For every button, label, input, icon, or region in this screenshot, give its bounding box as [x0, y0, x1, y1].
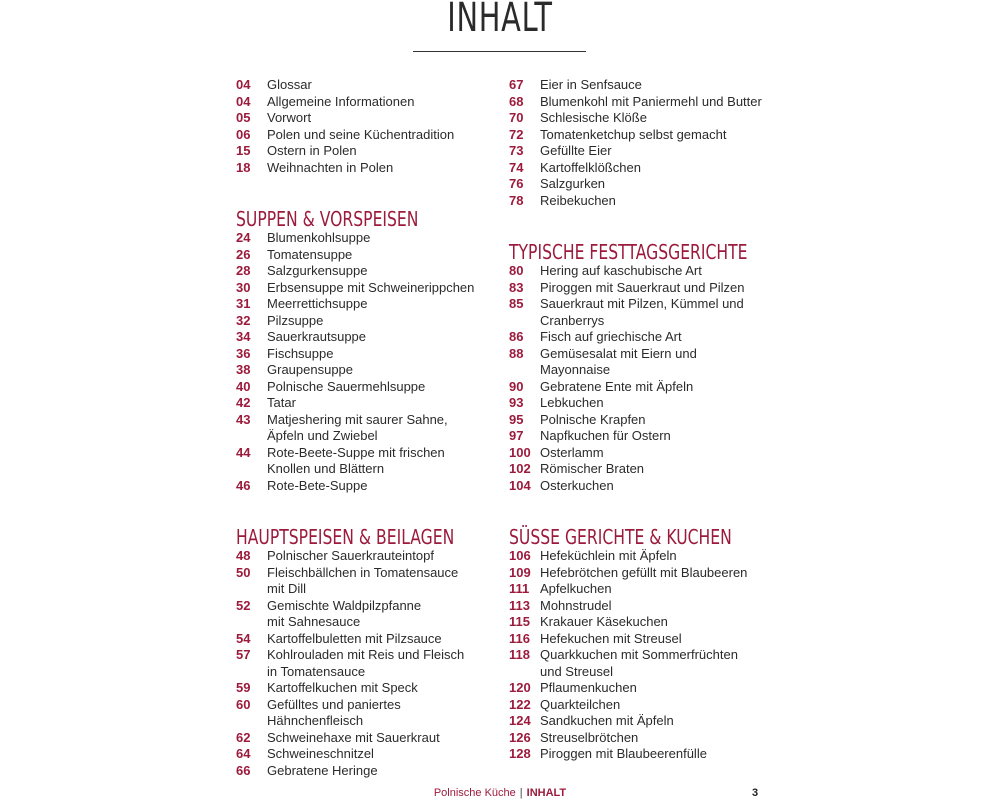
toc-page-number: 104 [509, 477, 531, 493]
toc-entry-line: Fleischbällchen in Tomatensauce [267, 564, 459, 580]
toc-entry[interactable] [236, 763, 486, 780]
toc-entry-title [540, 614, 779, 631]
toc-entry-line: Osterkuchen [540, 477, 614, 493]
toc-entry-line: Schweineschnitzel [267, 746, 374, 761]
toc-entry-line: Mohnstrudel [540, 597, 612, 613]
toc-entry-line: Apfelkuchen [540, 581, 612, 596]
toc-entry[interactable] [509, 647, 779, 680]
toc-entry-title [267, 280, 486, 297]
toc-entry-line: Gefüllte Eier [540, 143, 612, 158]
toc-entry[interactable] [509, 110, 779, 127]
toc-page-number: 31 [236, 296, 251, 311]
toc-page-number: 24 [236, 230, 251, 245]
toc-entry[interactable] [509, 428, 779, 445]
toc-entry[interactable] [509, 680, 779, 697]
toc-entry-line-continued: mit Sahnesauce [267, 614, 361, 629]
toc-entry-title [267, 746, 486, 763]
title-underline [413, 51, 586, 52]
toc-entry[interactable] [236, 395, 486, 412]
toc-entry[interactable] [509, 598, 779, 615]
toc-page-number: 34 [236, 329, 251, 344]
toc-entry-line-continued: in Tomatensauce [267, 663, 366, 679]
toc-entry[interactable] [509, 379, 779, 396]
toc-entry[interactable] [236, 680, 486, 697]
toc-entry[interactable] [236, 647, 486, 680]
toc-page-number: 15 [236, 143, 251, 158]
toc-page-number: 68 [509, 93, 524, 109]
toc-entry-title [540, 110, 779, 127]
toc-entry-title [540, 445, 779, 462]
toc-entry-title [267, 329, 486, 346]
toc-entry-line: Gemischte Waldpilzpfanne [267, 597, 422, 613]
toc-entry-title [540, 730, 779, 747]
toc-entry[interactable] [509, 263, 779, 280]
toc-entry-line-continued: Hähnchenfleisch [267, 713, 364, 728]
toc-entry-title [540, 680, 779, 697]
toc-entry-title [267, 346, 486, 363]
toc-entry-line: Gefülltes und paniertes [267, 696, 401, 712]
toc-entry[interactable] [509, 565, 779, 582]
toc-entry-title [540, 263, 779, 280]
toc-entry[interactable] [236, 548, 486, 565]
toc-entry-line: Blumenkohl mit Paniermehl und Butter [540, 93, 762, 109]
toc-page-number: 66 [236, 762, 251, 778]
toc-entry-line: Piroggen mit Sauerkraut und Pilzen [540, 279, 745, 295]
toc-entry-title [540, 548, 779, 565]
toc-entry[interactable] [509, 94, 779, 111]
toc-entry[interactable] [236, 143, 486, 160]
toc-entry-title [540, 127, 779, 144]
toc-entry[interactable] [509, 478, 779, 495]
toc-page-number: 109 [509, 564, 531, 580]
toc-entry-title [267, 631, 486, 648]
toc-section [236, 524, 486, 779]
toc-entry-title [267, 647, 486, 680]
toc-page-number: 04 [236, 93, 251, 109]
toc-entry[interactable] [236, 478, 486, 495]
toc-entry[interactable] [509, 176, 779, 193]
toc-entry-line: Hering auf kaschubische Art [540, 263, 702, 278]
section-heading: SUPPEN & VORSPEISEN [236, 207, 419, 231]
toc-page-number: 95 [509, 411, 524, 427]
toc-entry[interactable] [236, 127, 486, 144]
toc-page-number: 72 [509, 126, 524, 142]
toc-entry[interactable] [509, 631, 779, 648]
section-spacer [509, 209, 779, 239]
toc-entry-title [540, 77, 779, 94]
toc-entry[interactable] [509, 412, 779, 429]
toc-page-number: 48 [236, 548, 251, 563]
footer-book-title: Polnische Küche [433, 787, 516, 799]
toc-page-number: 83 [509, 279, 524, 295]
toc-page-number: 93 [509, 395, 524, 410]
toc-entry[interactable] [236, 565, 486, 598]
toc-entry-title [267, 548, 486, 565]
toc-entry-title [267, 697, 486, 730]
footer-separator: | [519, 787, 523, 799]
toc-entry-line: Graupensuppe [267, 362, 354, 377]
toc-entry-line: Sandkuchen mit Äpfeln [540, 713, 674, 728]
toc-entry-line: Glossar [267, 77, 312, 92]
toc-entry-title [540, 346, 779, 379]
toc-entry-line: Kohlrouladen mit Reis und Fleisch [267, 647, 465, 662]
toc-entry[interactable] [236, 263, 486, 280]
toc-entry-line: Ostern in Polen [267, 143, 357, 158]
toc-entry[interactable] [509, 697, 779, 714]
toc-entry-title [267, 110, 486, 127]
toc-page-number: 73 [509, 143, 524, 158]
toc-page-number: 116 [509, 630, 530, 646]
toc-entry-line: Fischsuppe [267, 345, 334, 361]
toc-entry[interactable] [236, 77, 486, 94]
toc-entry-line: Piroggen mit Blaubeerenfülle [540, 746, 707, 761]
toc-page-number: 64 [236, 746, 251, 761]
toc-entry-line: Pilzsuppe [267, 312, 324, 328]
page-footer [0, 786, 1000, 800]
section-spacer [236, 494, 486, 524]
toc-entry-title [540, 746, 779, 763]
toc-page-number: 126 [509, 729, 531, 745]
page-title: INHALT [447, 0, 553, 41]
toc-page-number: 06 [236, 126, 251, 142]
toc-entry-title [267, 565, 486, 598]
toc-page-number: 05 [236, 110, 251, 125]
section-heading: TYPISCHE FESTTAGSGERICHTE [509, 240, 748, 264]
toc-entry-line: Rote-Bete-Suppe [267, 477, 368, 493]
toc-entry-title [540, 697, 779, 714]
toc-page-number: 102 [509, 461, 531, 476]
toc-entry-line: Osterlamm [540, 444, 604, 460]
toc-entry-title [267, 412, 486, 445]
toc-page-number: 100 [509, 444, 531, 460]
toc-entry-line: Tomatensuppe [267, 246, 353, 262]
toc-entry-title [267, 680, 486, 697]
toc-entry-line: Kartoffelbuletten mit Pilzsauce [267, 630, 442, 646]
toc-entry-line: Salzgurkensuppe [267, 263, 368, 278]
toc-page-number: 106 [509, 548, 531, 563]
section-spacer [236, 176, 486, 206]
toc-entry-line-continued: Äpfeln und Zwiebel [267, 428, 378, 443]
toc-entry[interactable] [509, 395, 779, 412]
toc-entry-line: Tomatenketchup selbst gemacht [540, 126, 727, 142]
toc-page-number: 113 [509, 597, 530, 613]
toc-page-number: 50 [236, 564, 251, 580]
toc-entry-line: Vorwort [267, 110, 312, 125]
toc-entry[interactable] [509, 329, 779, 346]
toc-entry[interactable] [236, 730, 486, 747]
toc-entry-line: Gemüsesalat mit Eiern und [540, 345, 697, 361]
toc-entry[interactable] [236, 296, 486, 313]
toc-page-number: 44 [236, 444, 251, 460]
toc-entry-title [267, 77, 486, 94]
toc-entry[interactable] [509, 730, 779, 747]
toc-entry-line: Schlesische Klöße [540, 110, 647, 125]
toc-entry-title [540, 329, 779, 346]
toc-entry-title [540, 160, 779, 177]
toc-section [509, 77, 779, 209]
toc-entry[interactable] [236, 247, 486, 264]
toc-entry[interactable] [509, 581, 779, 598]
toc-entry-line: Meerrettichsuppe [267, 296, 368, 311]
toc-page-number: 40 [236, 378, 251, 394]
toc-entry[interactable] [509, 143, 779, 160]
toc-entry[interactable] [236, 362, 486, 379]
toc-entry[interactable] [509, 548, 779, 565]
toc-section [509, 239, 779, 494]
toc-page-number: 74 [509, 159, 524, 175]
toc-entry[interactable] [236, 280, 486, 297]
toc-entry-line: Polnischer Sauerkrauteintopf [267, 548, 434, 563]
toc-entry[interactable] [509, 346, 779, 379]
toc-entry-title [540, 395, 779, 412]
toc-entry-line-continued: Knollen und Blättern [267, 461, 385, 476]
toc-entry-line: Kartoffelklößchen [540, 159, 641, 175]
toc-entry-title [540, 94, 779, 111]
toc-entry-title [267, 247, 486, 264]
toc-page-number: 36 [236, 345, 251, 361]
toc-entry[interactable] [509, 127, 779, 144]
toc-page-number: 42 [236, 395, 251, 410]
toc-entry-title [540, 143, 779, 160]
toc-page-number: 90 [509, 378, 524, 394]
toc-page-number: 76 [509, 176, 524, 191]
toc-page-number: 86 [509, 329, 524, 344]
toc-entry-line: Polnische Sauermehlsuppe [267, 378, 426, 394]
toc-entry-line: Eier in Senfsauce [540, 77, 642, 92]
toc-page-number: 38 [236, 362, 251, 377]
toc-page-number: 04 [236, 77, 251, 92]
toc-entry-title [540, 193, 779, 210]
toc-entry-title [540, 713, 779, 730]
toc-page-number: 80 [509, 263, 524, 278]
toc-entry-line: Rote-Beete-Suppe mit frischen [267, 444, 445, 460]
toc-page-number: 30 [236, 279, 251, 295]
toc-entry[interactable] [509, 296, 779, 329]
toc-section [236, 77, 486, 176]
toc-entry-line-continued: mit Dill [267, 581, 306, 596]
toc-entry-title [540, 412, 779, 429]
toc-entry-line: Lebkuchen [540, 395, 604, 410]
toc-entry-title [267, 313, 486, 330]
toc-page-number: 26 [236, 246, 251, 262]
toc-column-right [509, 77, 779, 763]
toc-page-number: 97 [509, 428, 524, 443]
toc-page-number: 57 [236, 647, 251, 662]
toc-entry[interactable] [509, 445, 779, 462]
toc-entry[interactable] [509, 193, 779, 210]
toc-page-number: 43 [236, 411, 251, 427]
toc-page-number: 122 [509, 696, 531, 712]
toc-page-number: 111 [509, 581, 530, 596]
toc-page-number: 70 [509, 110, 524, 125]
toc-entry[interactable] [236, 230, 486, 247]
toc-entry-title [267, 160, 486, 177]
toc-entry-title [540, 296, 779, 329]
toc-entry-title [540, 176, 779, 193]
toc-entry-line-continued: und Streusel [540, 663, 613, 679]
toc-page-number: 120 [509, 680, 531, 695]
toc-entry-title [267, 445, 486, 478]
toc-entry-line: Schweinehaxe mit Sauerkraut [267, 729, 440, 745]
toc-entry-line: Tatar [267, 395, 296, 410]
toc-entry-line: Weihnachten in Polen [267, 159, 394, 175]
toc-entry[interactable] [236, 110, 486, 127]
toc-entry[interactable] [236, 412, 486, 445]
toc-entry-line: Reibekuchen [540, 192, 616, 208]
toc-entry-title [267, 127, 486, 144]
toc-entry-title [540, 647, 779, 680]
toc-page-number: 54 [236, 630, 251, 646]
toc-entry-line: Kartoffelkuchen mit Speck [267, 680, 418, 695]
toc-section [236, 206, 486, 494]
toc-entry-line: Allgemeine Informationen [267, 93, 415, 109]
toc-entry[interactable] [236, 329, 486, 346]
toc-entry-title [540, 631, 779, 648]
toc-entry-line: Gebratene Ente mit Äpfeln [540, 378, 694, 394]
toc-entry-line: Gebratene Heringe [267, 762, 378, 778]
toc-entry-line: Napfkuchen für Ostern [540, 428, 671, 443]
section-heading: SÜSSE GERICHTE & KUCHEN [509, 525, 732, 549]
toc-page-number: 88 [509, 345, 524, 361]
toc-entry[interactable] [509, 280, 779, 297]
toc-entry[interactable] [236, 94, 486, 111]
toc-entry-title [540, 280, 779, 297]
toc-entry[interactable] [509, 614, 779, 631]
toc-page-number: 78 [509, 192, 524, 208]
toc-entry[interactable] [509, 746, 779, 763]
toc-entry-line: Römischer Braten [540, 461, 645, 476]
toc-entry-line: Fisch auf griechische Art [540, 329, 682, 344]
toc-page-number: 124 [509, 713, 531, 728]
toc-entry-title [540, 379, 779, 396]
toc-entry-line: Erbsensuppe mit Schweinerippchen [267, 279, 475, 295]
toc-column-left [236, 77, 486, 779]
toc-page-number: 67 [509, 77, 524, 92]
toc-entry[interactable] [236, 746, 486, 763]
toc-page-number: 46 [236, 477, 251, 493]
toc-entry-title [540, 598, 779, 615]
toc-page-number: 59 [236, 680, 251, 695]
toc-entry[interactable] [236, 379, 486, 396]
toc-entry-title [267, 263, 486, 280]
toc-entry[interactable] [236, 445, 486, 478]
toc-entry-line-continued: Cranberrys [540, 312, 605, 328]
toc-entry-line: Quarkkuchen mit Sommerfrüchten [540, 647, 738, 662]
toc-entry-line: Krakauer Käsekuchen [540, 614, 668, 629]
toc-entry-title [267, 296, 486, 313]
toc-entry[interactable] [236, 598, 486, 631]
page-number: 3 [752, 787, 759, 799]
toc-entry-line: Matjeshering mit saurer Sahne, [267, 411, 448, 427]
toc-entry-title [540, 565, 779, 582]
toc-entry[interactable] [236, 631, 486, 648]
toc-entry-title [267, 395, 486, 412]
toc-page-number: 60 [236, 696, 251, 712]
toc-entry-title [267, 143, 486, 160]
toc-entry-line: Hefebrötchen gefüllt mit Blaubeeren [540, 564, 748, 580]
toc-entry-line: Polnische Krapfen [540, 411, 646, 427]
toc-entry-line: Hefeküchlein mit Äpfeln [540, 548, 677, 563]
toc-entry-title [267, 94, 486, 111]
section-heading: HAUPTSPEISEN & BEILAGEN [236, 525, 455, 549]
toc-entry[interactable] [509, 160, 779, 177]
toc-entry[interactable] [236, 313, 486, 330]
toc-entry-title [540, 581, 779, 598]
toc-entry-line: Sauerkraut mit Pilzen, Kümmel und [540, 296, 744, 311]
toc-entry-line: Quarkteilchen [540, 696, 621, 712]
footer-section: INHALT [526, 787, 567, 799]
toc-page-number: 52 [236, 597, 251, 613]
toc-entry[interactable] [236, 160, 486, 177]
toc-entry-line-continued: Mayonnaise [540, 362, 611, 377]
toc-entry-title [267, 763, 486, 780]
toc-page-number: 18 [236, 159, 251, 175]
section-spacer [509, 494, 779, 524]
toc-page-number: 115 [509, 614, 530, 629]
toc-entry-title [267, 478, 486, 495]
toc-entry-title [267, 362, 486, 379]
toc-entry-title [540, 478, 779, 495]
toc-entry-line: Hefekuchen mit Streusel [540, 630, 682, 646]
toc-entry-title [267, 230, 486, 247]
toc-entry-line: Streuselbrötchen [540, 729, 639, 745]
toc-entry-line: Salzgurken [540, 176, 606, 191]
toc-page-number: 32 [236, 312, 251, 328]
toc-section [509, 524, 779, 763]
toc-entry[interactable] [509, 461, 779, 478]
toc-entry-title [267, 598, 486, 631]
toc-entry-line: Sauerkrautsuppe [267, 329, 367, 344]
toc-entry[interactable] [509, 713, 779, 730]
toc-page-number: 62 [236, 729, 251, 745]
toc-entry-title [267, 379, 486, 396]
toc-page-number: 28 [236, 263, 251, 278]
toc-page-number: 85 [509, 296, 524, 311]
toc-entry-title [267, 730, 486, 747]
toc-entry-title [540, 461, 779, 478]
toc-entry-title [540, 428, 779, 445]
toc-page-number: 128 [509, 746, 531, 761]
toc-entry[interactable] [236, 346, 486, 363]
toc-page-number: 118 [509, 647, 530, 662]
toc-entry-line: Pflaumenkuchen [540, 680, 637, 695]
toc-entry[interactable] [509, 77, 779, 94]
toc-entry-line: Blumenkohlsuppe [267, 230, 371, 245]
toc-entry-line: Polen und seine Küchentradition [267, 126, 455, 142]
toc-entry[interactable] [236, 697, 486, 730]
